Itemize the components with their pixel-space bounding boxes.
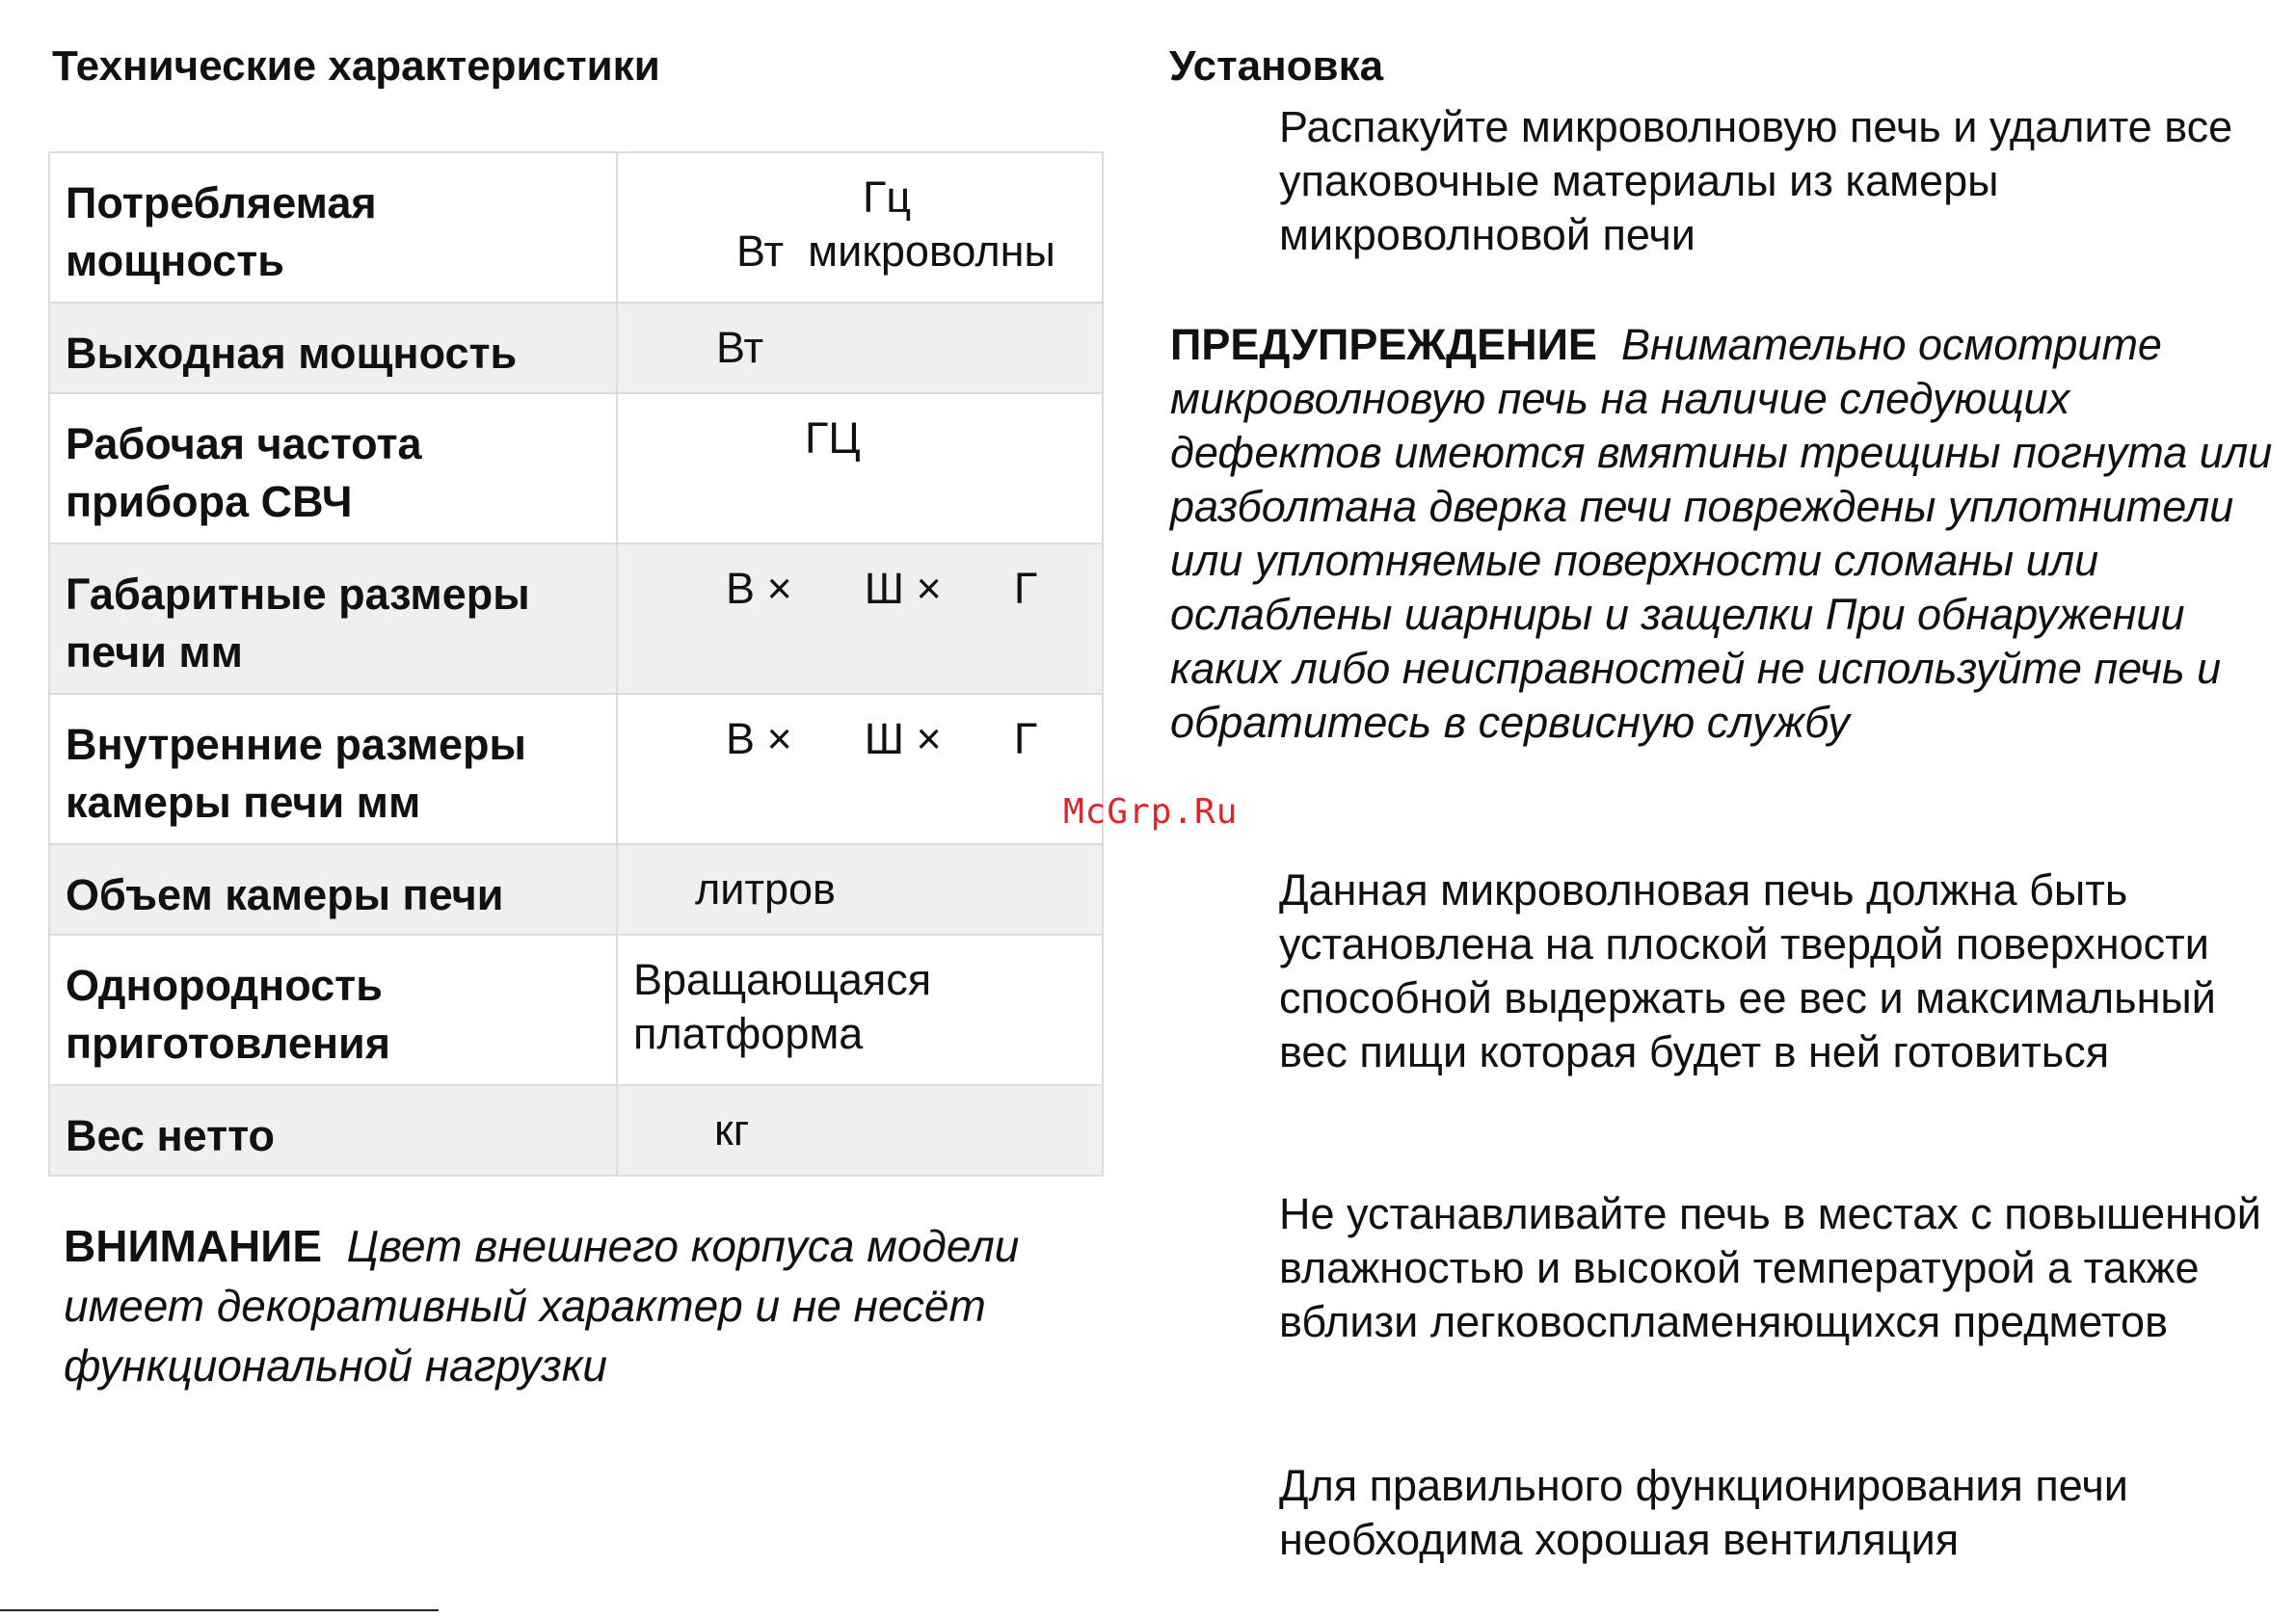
spec-value-line: Вт	[716, 323, 764, 372]
spec-label: Габаритные размеры печи мм	[49, 544, 617, 694]
spec-value	[617, 303, 1103, 393]
spec-value	[617, 152, 1103, 303]
unpack-paragraph: Распакуйте микроволновую печь и удалите все упаковочные материалы из камеры микроволновой печи	[1279, 102, 2233, 259]
spec-value	[617, 694, 1103, 844]
attention-text: Цвет внешнего корпуса модели имеет декоративный характер и не несёт функциональной нагрузки	[64, 1221, 1020, 1391]
table-row	[49, 303, 1103, 393]
ventilation-paragraph: Для правильного функционирования печи необходима хорошая вентиляция	[1279, 1461, 2128, 1564]
spec-value	[617, 1085, 1103, 1176]
footer-divider	[0, 1609, 439, 1611]
specs-heading: Технические характеристики	[52, 42, 660, 90]
spec-label: Объем камеры печи	[49, 844, 617, 935]
spec-value-line: ГЦ	[805, 413, 861, 463]
table-row	[49, 1085, 1103, 1176]
specs-table	[48, 151, 1104, 1177]
spec-value-line: платформа	[633, 1009, 864, 1058]
table-row	[49, 544, 1103, 694]
spec-value-line: Гц	[863, 172, 912, 222]
attention-note	[64, 1216, 1114, 1395]
spec-label: Выходная мощность	[49, 303, 617, 393]
spec-label: Внутренние размеры камеры печи мм	[49, 694, 617, 844]
spec-value	[617, 544, 1103, 694]
spec-value-line: литров	[695, 864, 836, 914]
watermark-logo: McGrp.Ru	[1063, 792, 1239, 832]
spec-value-line: Вращающаяся	[633, 955, 932, 1004]
spec-value	[617, 844, 1103, 935]
table-row	[49, 694, 1103, 844]
spec-label: Рабочая частота прибора СВЧ	[49, 393, 617, 544]
spec-value-line: В × Ш × Г	[726, 564, 1038, 613]
warning-paragraph	[1170, 318, 2279, 750]
spec-value-line: кг	[714, 1105, 750, 1154]
surface-paragraph: Данная микроволновая печь должна быть установлена на плоской твердой поверхности способной выдержать ее вес и максимальный вес пищи которая будет в ней готовиться	[1279, 865, 2216, 1076]
spec-value	[617, 393, 1103, 544]
humidity-paragraph: Не устанавливайте печь в местах с повышенной влажностью и высокой температурой а также вблизи легковоспламеняющихся предметов	[1279, 1189, 2261, 1346]
installation-heading: Установка	[1169, 42, 1384, 90]
spec-label: Вес нетто	[49, 1085, 617, 1176]
table-row	[49, 935, 1103, 1085]
spec-label: Потребляемая мощность	[49, 152, 617, 303]
spec-value	[617, 935, 1103, 1085]
spec-value-line: В × Ш × Г	[726, 714, 1038, 763]
table-row	[49, 844, 1103, 935]
spec-label: Однородность приготовления	[49, 935, 617, 1085]
spec-value-line: Вт микроволны	[736, 226, 1055, 276]
warning-title: ПРЕДУПРЕЖДЕНИЕ	[1170, 320, 1597, 369]
attention-title: ВНИМАНИЕ	[64, 1221, 323, 1271]
table-row	[49, 393, 1103, 544]
table-row	[49, 152, 1103, 303]
warning-text: Внимательно осмотрите микроволновую печь на наличие следующих дефектов имеются вмятины трещины погнута или разболтана дверка печи повреждены уплотнители или уплотняемые поверхности сломаны или ослаблены шарниры и защелки При обнаружении каких либо неисправностей не используйте печь и обратитесь в сервисную службу	[1170, 320, 2273, 747]
